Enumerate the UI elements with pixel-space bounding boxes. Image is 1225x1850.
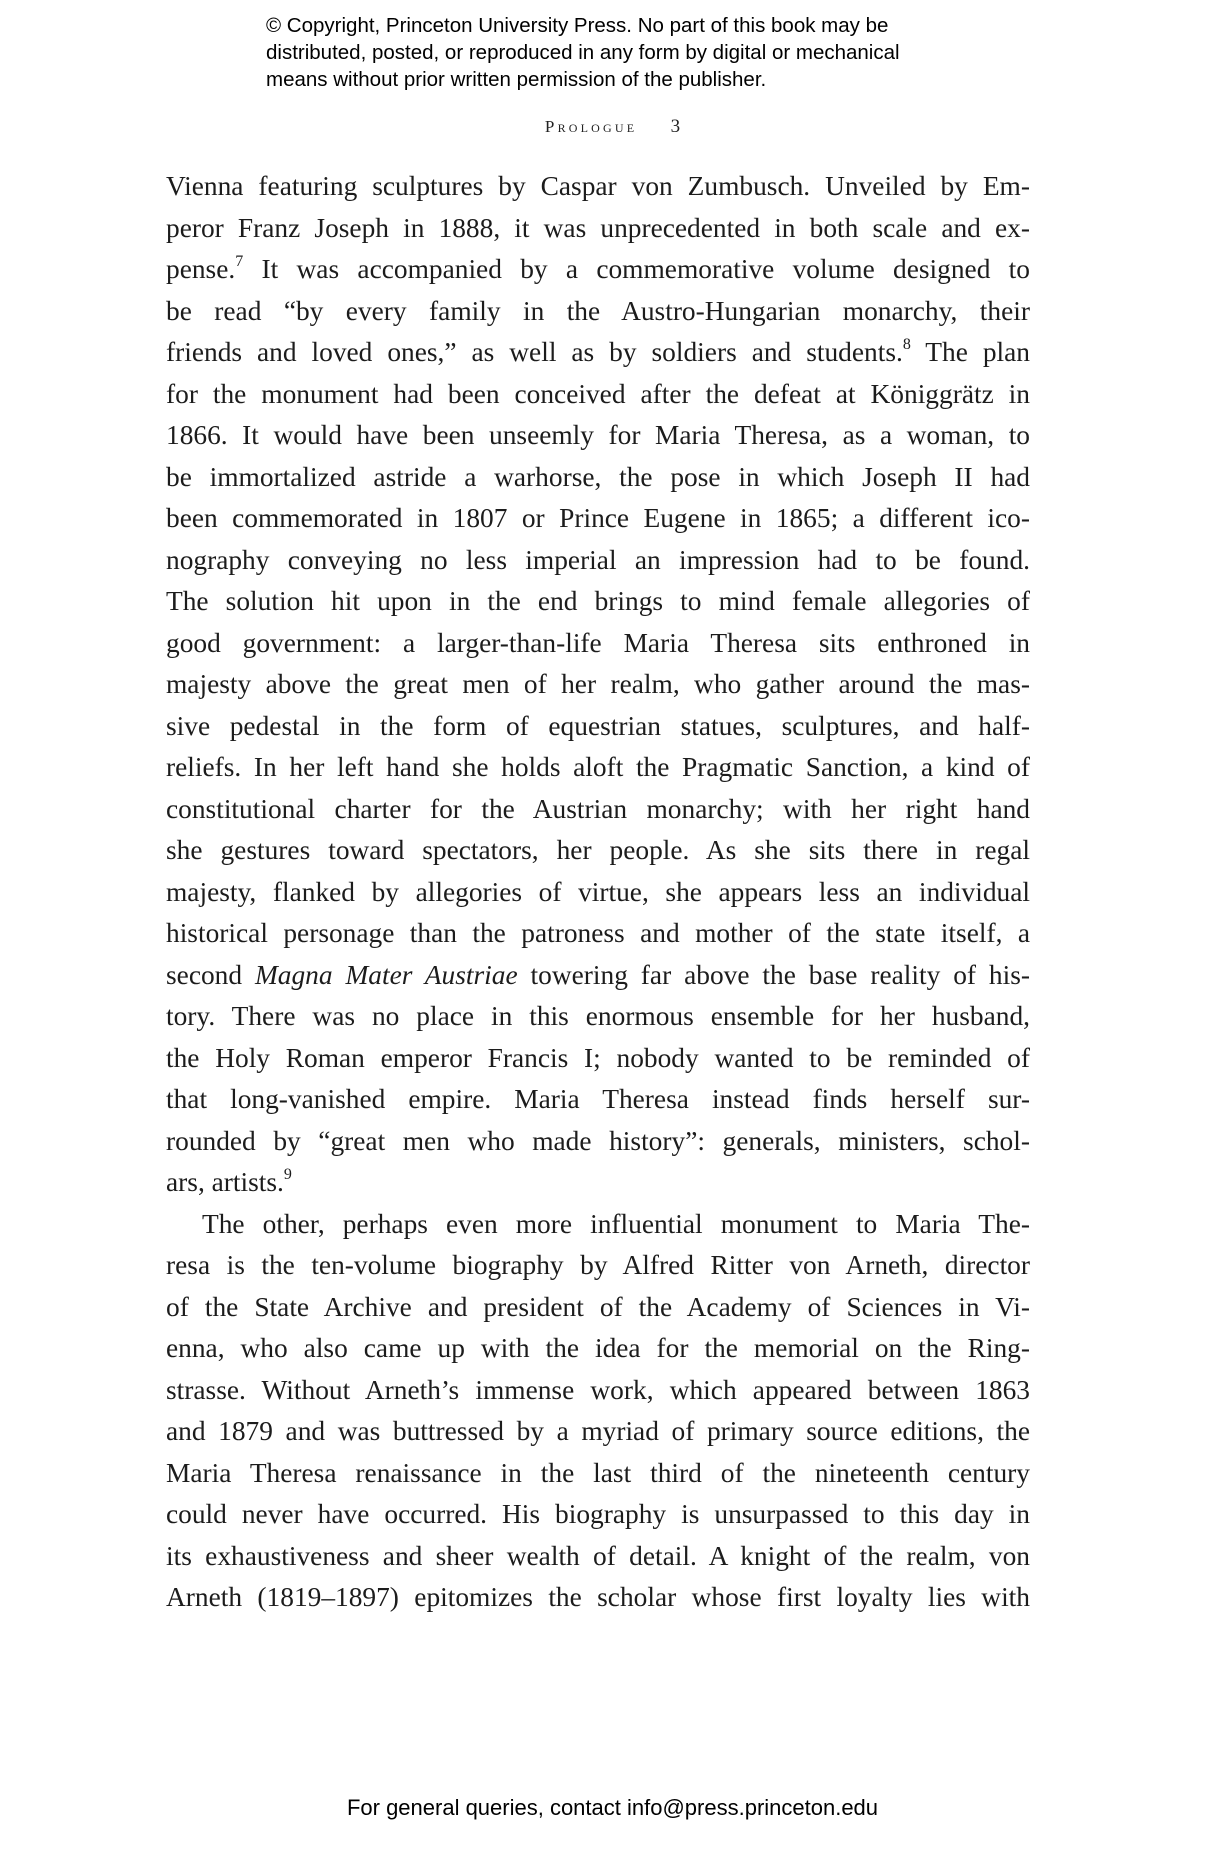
text-segment: rounded by “great men who made history”: generals, ministers, schol-	[166, 1125, 1030, 1156]
text-line	[166, 415, 1030, 457]
copyright-notice	[266, 12, 1026, 93]
text-line	[166, 1079, 1030, 1121]
text-segment: pense.	[166, 254, 236, 284]
text-segment: of the State Archive and president of the Academy of Sciences in Vi-	[166, 1291, 1030, 1322]
text-segment: historical personage than the patroness and mother of the state itself, a	[166, 918, 1030, 948]
text-segment: good government: a larger-than-life Maria Theresa sits enthroned in	[166, 627, 1030, 658]
text-segment: Arneth (1819–1897) epitomizes the scholar whose first loyalty lies with	[166, 1582, 1030, 1612]
text-segment: enna, who also came up with the idea for the memorial on the Ring-	[166, 1333, 1030, 1363]
text-line	[166, 706, 1030, 748]
text-line	[166, 291, 1030, 333]
text-line	[166, 747, 1030, 789]
text-line	[166, 498, 1030, 540]
text-segment: tory. There was no place in this enormous ensemble for her husband,	[166, 1001, 1030, 1031]
text-segment: resa is the ten-volume biography by Alfred Ritter von Arneth, director	[166, 1250, 1030, 1280]
text-line	[166, 540, 1030, 582]
text-segment: could never have occurred. His biography is unsurpassed to this day in	[166, 1499, 1030, 1529]
text-line	[166, 249, 1030, 291]
text-segment: majesty, flanked by allegories of virtue, she appears less an individual	[166, 876, 1030, 907]
text-line	[166, 1411, 1030, 1453]
footnote-ref[interactable]: 9	[283, 1165, 292, 1183]
text-line	[166, 1494, 1030, 1536]
text-line	[166, 1370, 1030, 1412]
text-line	[166, 1121, 1030, 1163]
text-segment: and 1879 and was buttressed by a myriad of primary source editions, the	[166, 1416, 1030, 1446]
body-text	[166, 166, 1030, 1619]
text-line	[166, 1204, 1030, 1246]
text-segment: The other, perhaps even more influential monument to Maria The-	[202, 1208, 1030, 1239]
text-line	[166, 830, 1030, 872]
text-segment: Maria Theresa renaissance in the last third of the nineteenth century	[166, 1457, 1030, 1488]
text-segment: towering far above the base reality of his-	[517, 959, 1030, 990]
text-line	[166, 1162, 1030, 1204]
copyright-line: © Copyright, Princeton University Press. No part of this book may be	[266, 14, 889, 37]
text-line	[166, 1287, 1030, 1329]
copyright-line: means without prior written permission of the publisher.	[266, 68, 767, 91]
text-segment: constitutional charter for the Austrian monarchy; with her right hand	[166, 793, 1030, 824]
text-line	[166, 1328, 1030, 1370]
text-line	[166, 581, 1030, 623]
text-segment: majesty above the great men of her realm, who gather around the mas-	[166, 669, 1030, 699]
text-segment: peror Franz Joseph in 1888, it was unprecedented in both scale and ex-	[166, 212, 1030, 243]
text-segment: she gestures toward spectators, her people. As she sits there in regal	[166, 835, 1030, 865]
text-segment: sive pedestal in the form of equestrian statues, sculptures, and half-	[166, 710, 1030, 741]
text-line	[166, 1577, 1030, 1619]
running-head-title: Prologue	[544, 117, 638, 136]
copyright-line: distributed, posted, or reproduced in any form by digital or mechanical	[266, 41, 900, 64]
text-line	[166, 664, 1030, 706]
page-number: 3	[670, 116, 681, 137]
text-segment: be immortalized astride a warhorse, the pose in which Joseph II had	[166, 461, 1030, 492]
running-head	[0, 116, 1225, 138]
text-segment: The solution hit upon in the end brings to mind female allegories of	[166, 586, 1030, 616]
text-line	[166, 1536, 1030, 1578]
text-segment: friends and loved ones,” as well as by soldiers and students.	[166, 337, 903, 367]
text-segment: The plan	[910, 337, 1030, 367]
text-segment: nography conveying no less imperial an impression had to be found.	[166, 544, 1030, 575]
text-line	[166, 789, 1030, 831]
footnote-ref[interactable]: 8	[902, 335, 911, 353]
text-line	[166, 208, 1030, 250]
text-line	[166, 1453, 1030, 1495]
text-segment: Vienna featuring sculptures by Caspar von Zumbusch. Unveiled by Em-	[166, 171, 1030, 201]
text-line	[166, 996, 1030, 1038]
text-line	[166, 1038, 1030, 1080]
text-line	[166, 872, 1030, 914]
text-line	[166, 955, 1030, 997]
text-segment: that long-vanished empire. Maria Theresa instead finds herself sur-	[166, 1084, 1030, 1114]
text-segment: its exhaustiveness and sheer wealth of detail. A knight of the realm, von	[166, 1540, 1030, 1571]
text-segment: ars, artists.	[166, 1167, 284, 1197]
text-segment: second	[166, 959, 255, 990]
text-segment: for the monument had been conceived after the defeat at Königgrätz in	[166, 378, 1030, 409]
text-line	[166, 374, 1030, 416]
footer-contact: For general queries, contact info@press.princeton.edu	[346, 1795, 879, 1820]
text-segment: been commemorated in 1807 or Prince Eugene in 1865; a different ico-	[166, 503, 1030, 533]
text-segment: reliefs. In her left hand she holds aloft the Pragmatic Sanction, a kind of	[166, 752, 1030, 782]
text-segment: the Holy Roman emperor Francis I; nobody wanted to be reminded of	[166, 1042, 1030, 1073]
text-line	[166, 913, 1030, 955]
text-segment: 1866. It would have been unseemly for Maria Theresa, as a woman, to	[166, 420, 1030, 450]
text-segment: be read “by every family in the Austro-Hungarian monarchy, their	[166, 295, 1030, 326]
footnote-ref[interactable]: 7	[235, 252, 244, 270]
text-segment: It was accompanied by a commemorative volume designed to	[243, 254, 1030, 284]
text-line	[166, 1245, 1030, 1287]
text-segment: strasse. Without Arneth’s immense work, which appeared between 1863	[166, 1374, 1030, 1405]
italic-title: Magna Mater Austriae	[254, 959, 518, 990]
text-line	[166, 623, 1030, 665]
text-line	[166, 166, 1030, 208]
text-line	[166, 332, 1030, 374]
text-line	[166, 457, 1030, 499]
